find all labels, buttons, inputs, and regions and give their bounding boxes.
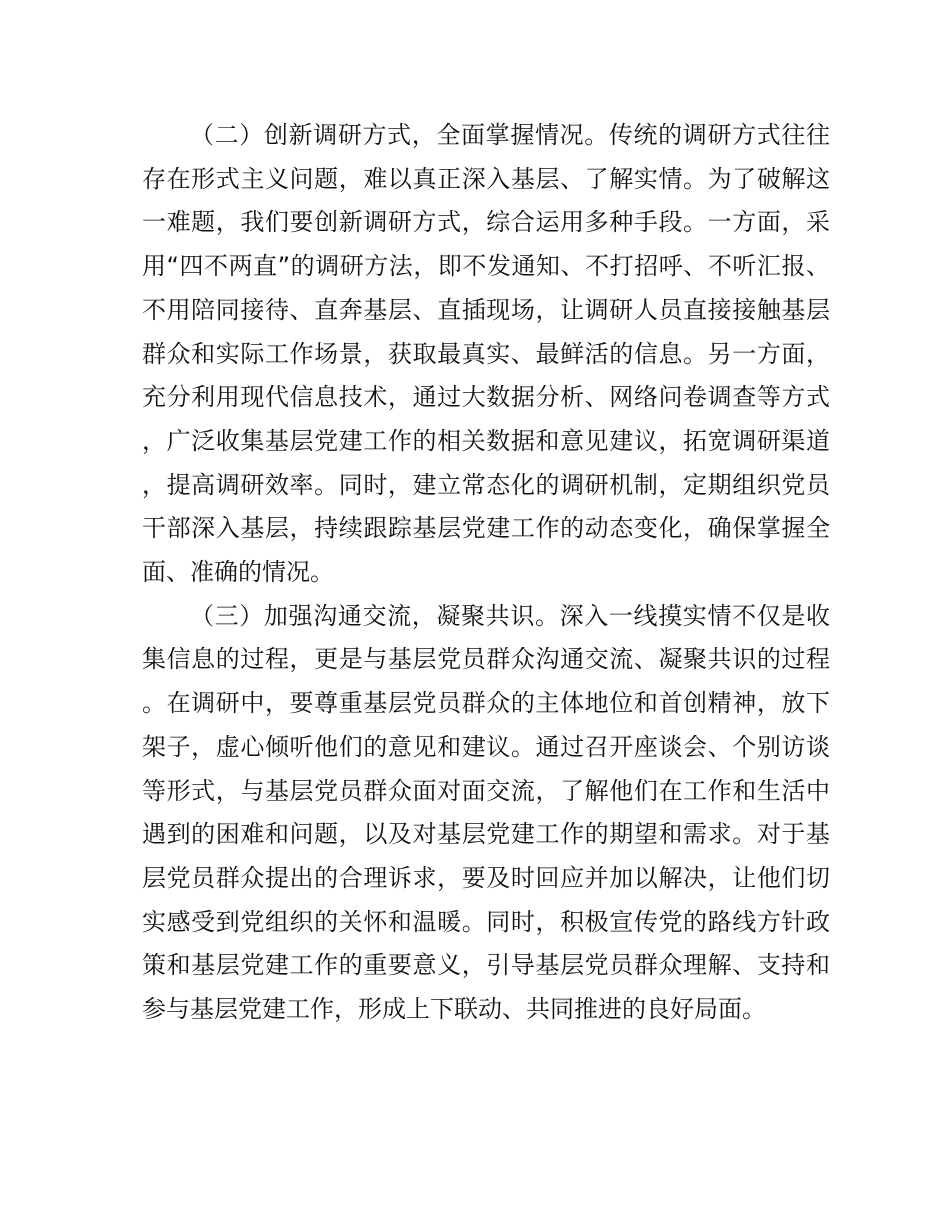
paragraph-strengthen-communication: （三）加强沟通交流，凝聚共识。深入一线摸实情不仅是收集信息的过程，更是与基层党员群众沟通交流、凝聚共识的过程。在调研中，要尊重基层党员群众的主体地位和首创精神，放下架子，虚心倾听他们的意见和建议。通过召开座谈会、个别访谈等形式，与基层党员群众面对面交流，了解他们在工作和生活中遇到的困难和问题，以及对基层党建工作的期望和需求。对于基层党员群众提出的合理诉求，要及时回应并加以解决，让他们切实感受到党组织的关怀和温暖。同时，积极宣传党的路线方针政策和基层党建工作的重要意义，引导基层党员群众理解、支持和参与基层党建工作，形成上下联动、共同推进的良好局面。	[142, 601, 830, 1024]
document-body	[142, 114, 830, 1032]
paragraph-innovate-research-methods: （二）创新调研方式，全面掌握情况。传统的调研方式往往存在形式主义问题，难以真正深入基层、了解实情。为了破解这一难题，我们要创新调研方式，综合运用多种手段。一方面，采用“四不两直”的调研方法，即不发通知、不打招呼、不听汇报、不用陪同接待、直奔基层、直插现场，让调研人员直接接触基层群众和实际工作场景，获取最真实、最鲜活的信息。另一方面，充分利用现代信息技术，通过大数据分析、网络问卷调查等方式，广泛收集基层党建工作的相关数据和意见建议，拓宽调研渠道，提高调研效率。同时，建立常态化的调研机制，定期组织党员干部深入基层，持续跟踪基层党建工作的动态变化，确保掌握全面、准确的情况。	[142, 121, 830, 587]
